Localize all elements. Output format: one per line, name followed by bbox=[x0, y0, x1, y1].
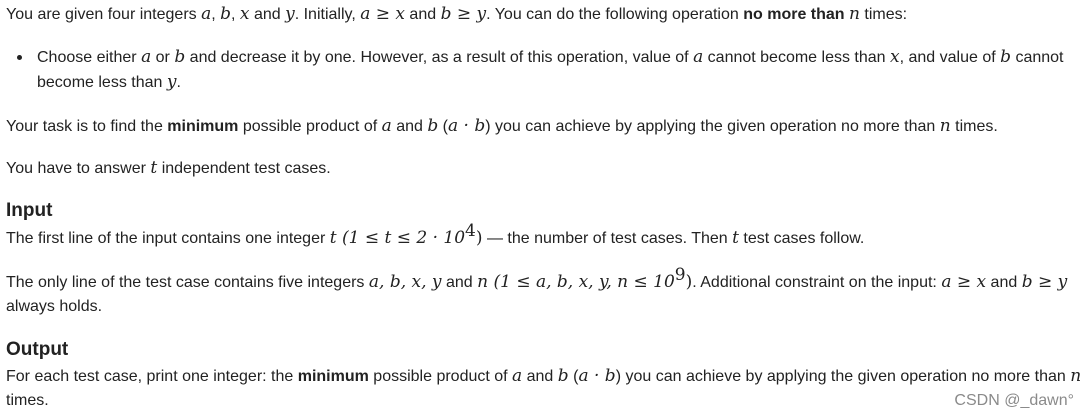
input-line-1: The first line of the input contains one integer t $(1 \le t \le 2 \cdot 10^4)$ — the number of test cases. Then t test cases follow. bbox=[6, 220, 865, 248]
output-heading: Output bbox=[6, 339, 69, 360]
test-cases-paragraph: You have to answer t independent test cases. bbox=[6, 158, 331, 178]
input-line-2: The only line of the test case contains five integers a, b, x, y and n (1 ≤ a, b, x, y, $n \le 10^9$). Additional constraint on the input: a ≥ x and b ≥ y always holds. bbox=[6, 264, 1068, 315]
csdn-watermark: CSDN @_dawn° bbox=[954, 392, 1074, 409]
output-line: For each test case, print one integer: the minimum possible product of a and b (a · b) you can achieve by applying the given operation no more than n times. bbox=[6, 366, 1082, 409]
intro-paragraph: You are given four integers a, b, x and y. Initially, a ≥ x and b ≥ y. You can do the following operation no more than n times: bbox=[6, 4, 908, 24]
bullet-dot bbox=[17, 55, 22, 60]
operation-bullet: Choose either a or b and decrease it by one. However, as a result of this operation, value of a cannot become less than x, and value of b cannot become less than y. bbox=[37, 45, 1077, 95]
input-heading: Input bbox=[6, 200, 53, 221]
task-paragraph: Your task is to find the minimum possible product of a and b (a · b) you can achieve by applying the given operation no more than n times. bbox=[6, 116, 998, 136]
